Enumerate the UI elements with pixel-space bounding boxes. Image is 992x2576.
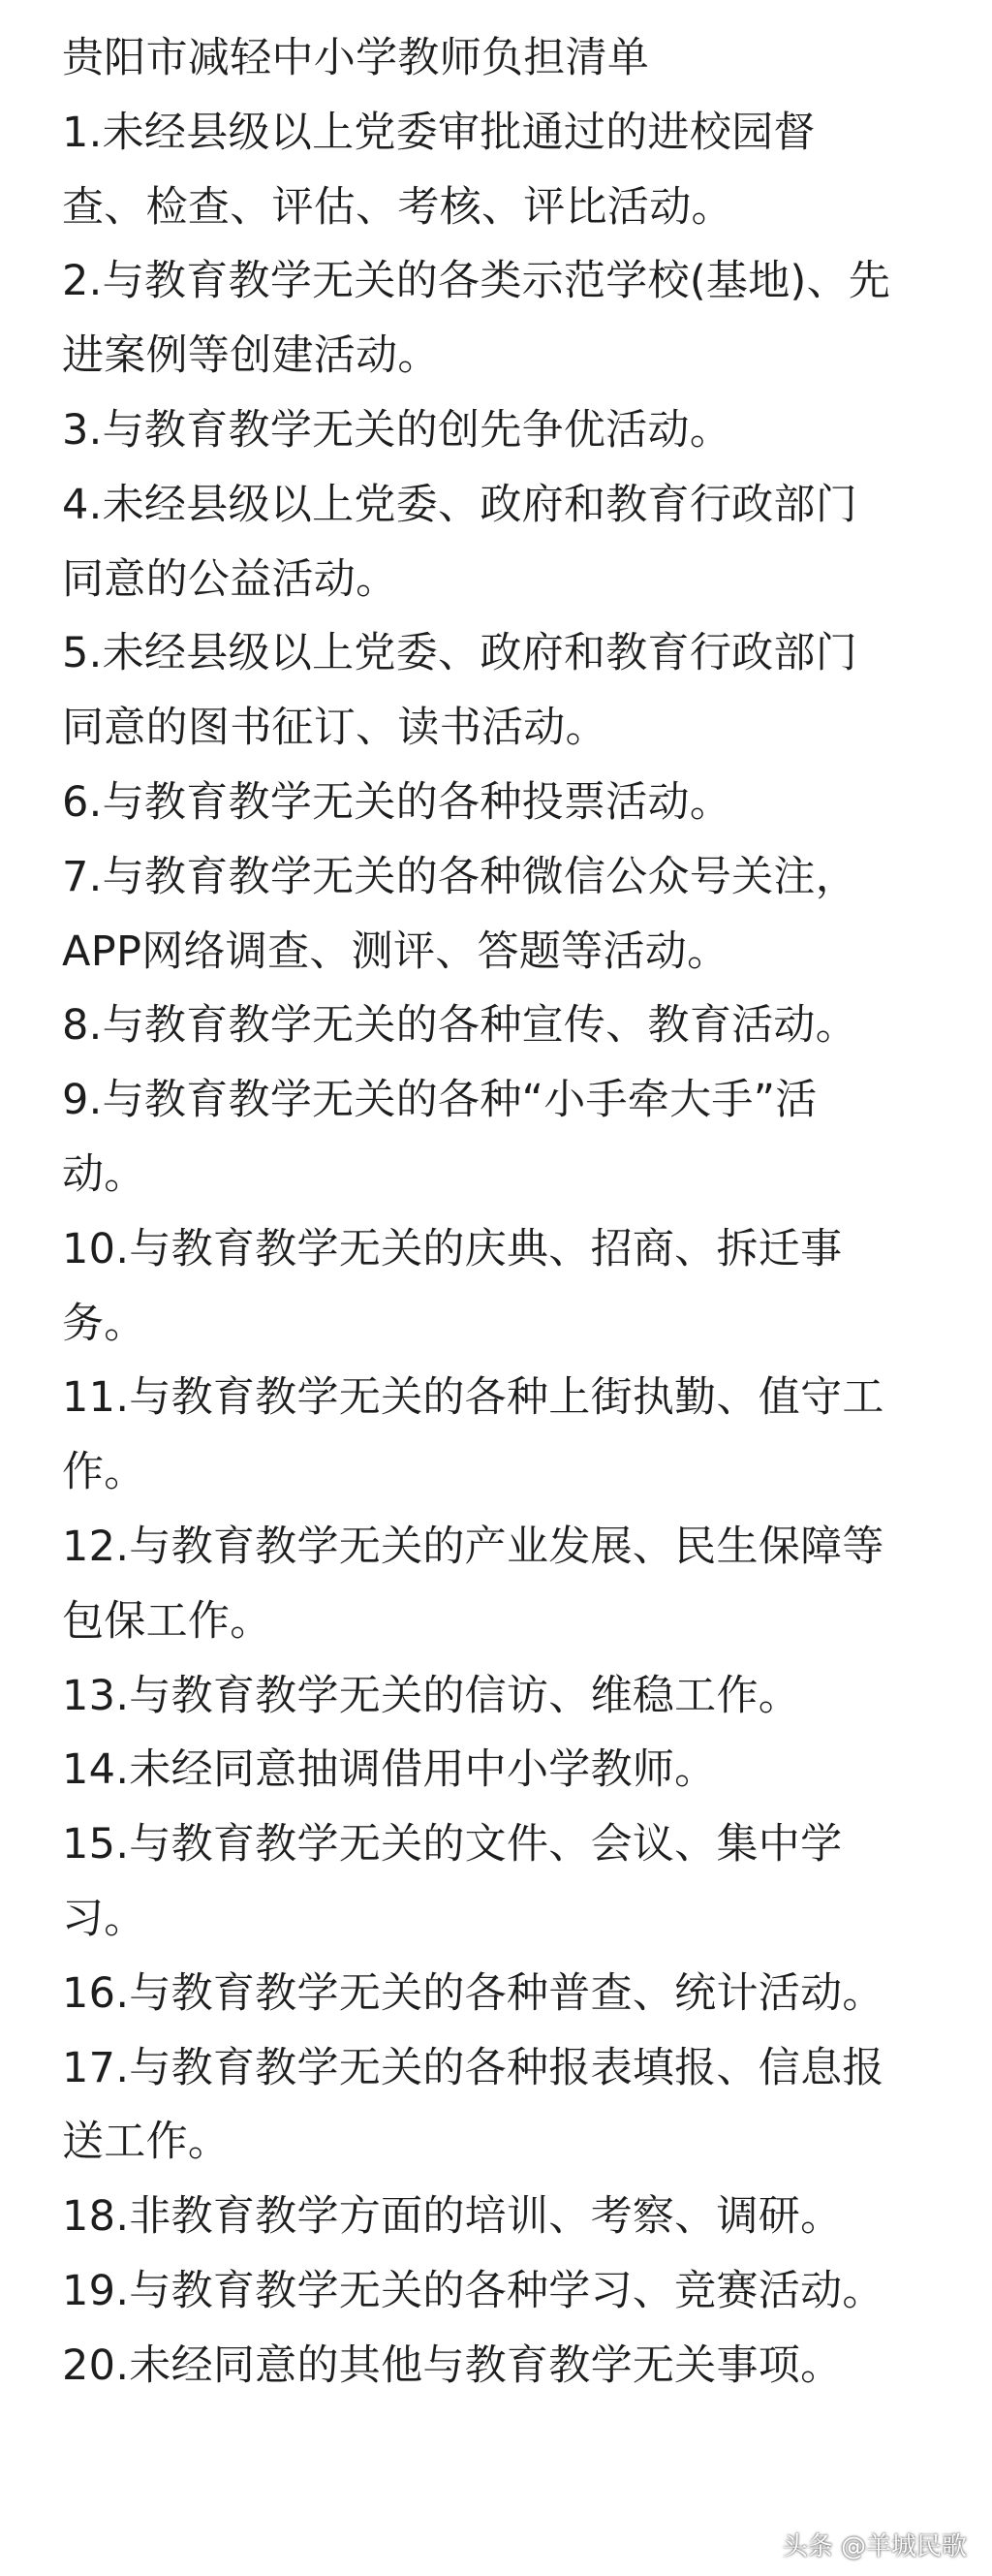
- list-line: 动。: [62, 1149, 146, 1199]
- list-line: 查、检查、评估、考核、评比活动。: [62, 182, 733, 232]
- list-line: 7.与教育教学无关的各种微信公众号关注，: [62, 852, 858, 901]
- list-line: 15.与教育教学无关的文件、会议、集中学: [62, 1820, 843, 1869]
- list-line: 8.与教育教学无关的各种宣传、教育活动。: [62, 1001, 858, 1051]
- list-line: 4.未经县级以上党委、政府和教育行政部门: [62, 480, 858, 529]
- list-line: 1.未经县级以上党委审批通过的进校园督: [62, 108, 816, 157]
- list-line: 10.与教育教学无关的庆典、招商、拆迁事: [62, 1224, 843, 1273]
- list-line: 5.未经县级以上党委、政府和教育行政部门: [62, 629, 858, 678]
- list-line: 同意的图书征订、读书活动。: [62, 704, 607, 753]
- list-line: 习。: [62, 1894, 146, 1943]
- document-title: 贵阳市减轻中小学教师负担清单: [62, 34, 650, 82]
- list-line: 17.与教育教学无关的各种报表填报、信息报: [62, 2043, 884, 2092]
- document-body: [62, 21, 992, 2403]
- list-line: 进案例等创建活动。: [62, 331, 440, 381]
- list-line: 16.与教育教学无关的各种普查、统计活动。: [62, 1968, 884, 2018]
- list-line: APP网络调查、测评、答题等活动。: [62, 927, 729, 976]
- list-line: 包保工作。: [62, 1596, 272, 1646]
- list-line: 3.与教育教学无关的创先争优活动。: [62, 405, 732, 455]
- list-line: 11.与教育教学无关的各种上街执勤、值守工: [62, 1373, 884, 1423]
- list-line: 12.与教育教学无关的产业发展、民生保障等: [62, 1522, 884, 1571]
- list-line: 同意的公益活动。: [62, 554, 398, 604]
- list-line: 务。: [62, 1299, 146, 1348]
- list-line: 20.未经同意的其他与教育教学无关事项。: [62, 2340, 843, 2390]
- list-line: 作。: [62, 1448, 146, 1497]
- list-line: 送工作。: [62, 2118, 231, 2167]
- list-line: 13.与教育教学无关的信访、维稳工作。: [62, 1671, 801, 1720]
- list-line: 14.未经同意抽调借用中小学教师。: [62, 1745, 717, 1795]
- watermark-text: 头条 @羊城民歌: [782, 2532, 967, 2561]
- list-line: 2.与教育教学无关的各类示范学校(基地)、先: [62, 257, 891, 306]
- list-line: 18.非教育教学方面的培训、考察、调研。: [62, 2192, 843, 2242]
- list-line: 9.与教育教学无关的各种“小手牵大手”活: [62, 1076, 818, 1125]
- list-line: 6.与教育教学无关的各种投票活动。: [62, 777, 732, 827]
- watermark: [783, 2527, 967, 2562]
- list-line: 19.与教育教学无关的各种学习、竞赛活动。: [62, 2266, 884, 2315]
